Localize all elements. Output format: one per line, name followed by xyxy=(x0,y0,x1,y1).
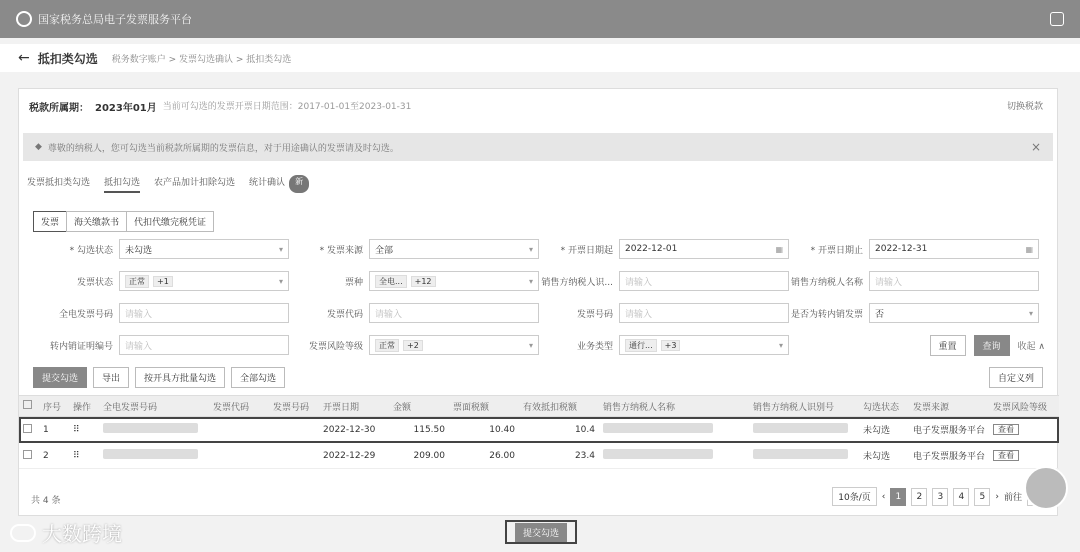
field-label: 发票代码 xyxy=(326,309,363,320)
watermark-text: 大数跨境 xyxy=(42,522,122,546)
page-title: 抵扣类勾选 xyxy=(37,51,98,66)
valid-tax: 10.4 xyxy=(574,424,595,435)
user-menu-icon[interactable] xyxy=(1050,12,1064,26)
view-button[interactable]: 查看 xyxy=(993,424,1019,435)
field-label: 转内销证明编号 xyxy=(49,341,113,352)
business-type-select[interactable] xyxy=(619,335,789,355)
period-label: 税款所属期： xyxy=(29,103,89,114)
check-status: 未勾选 xyxy=(863,426,891,436)
domestic-sale-select[interactable] xyxy=(869,303,1039,323)
select-value: 否 xyxy=(875,309,885,320)
field-label: * 发票来源 xyxy=(319,245,363,256)
new-badge: 新 xyxy=(289,175,309,193)
subtab-customs[interactable]: 海关缴款书 xyxy=(66,211,127,232)
redacted-field xyxy=(103,449,198,459)
invoice-date: 2022-12-29 xyxy=(323,450,376,461)
subtab-withholding[interactable]: 代扣代缴完税凭证 xyxy=(126,211,214,232)
breadcrumb-bar xyxy=(0,44,1080,72)
field-label: 票种 xyxy=(344,277,363,288)
redacted-field xyxy=(753,423,848,433)
tag-count: +1 xyxy=(153,276,173,287)
start-date-input[interactable] xyxy=(619,239,789,259)
col-header[interactable]: 票面税额 xyxy=(453,402,490,413)
tab-invoice-deduction[interactable]: 发票抵扣类勾选 xyxy=(27,178,91,188)
end-date-input[interactable] xyxy=(869,239,1039,259)
invoice-date: 2022-12-30 xyxy=(323,424,376,435)
row-menu-icon[interactable]: ⠿ xyxy=(73,424,80,435)
invoice-type-select[interactable] xyxy=(369,271,539,291)
redacted-field xyxy=(103,423,198,433)
tax-period xyxy=(29,99,411,114)
invoice-source: 电子发票服务平台 xyxy=(913,426,986,436)
custom-columns-button[interactable]: 自定义列 xyxy=(989,367,1043,388)
tab-statistics[interactable]: 统计确认 xyxy=(249,178,286,188)
prev-page-icon[interactable]: ‹ xyxy=(881,491,886,502)
pagination xyxy=(832,487,1043,506)
switch-period-link[interactable]: 切换税款 xyxy=(1006,102,1043,112)
redacted-field xyxy=(603,449,713,459)
col-header[interactable]: 有效抵扣税额 xyxy=(523,402,578,413)
row-menu-icon[interactable]: ⠿ xyxy=(73,450,80,461)
chevron-down-icon: ▾ xyxy=(1028,308,1033,318)
placeholder: 请输入 xyxy=(375,309,403,320)
calendar-icon: ▦ xyxy=(1025,244,1033,254)
field-label: * 开票日期起 xyxy=(560,245,613,256)
tab-deduction-select[interactable]: 抵扣勾选 xyxy=(104,175,140,193)
period-range: 当前可勾选的发票开票日期范围：2017-01-01至2023-01-31 xyxy=(162,102,412,112)
field-label: * 开票日期止 xyxy=(810,245,863,256)
col-header: 发票风险等级 xyxy=(993,402,1048,413)
table-header xyxy=(19,395,1059,417)
back-arrow-icon[interactable]: ← xyxy=(18,50,30,66)
seller-taxid-input[interactable] xyxy=(619,271,789,291)
check-status: 未勾选 xyxy=(863,452,891,462)
col-header: 操作 xyxy=(73,402,92,413)
watermark-logo-icon xyxy=(10,524,36,542)
risk-level-select[interactable] xyxy=(369,335,539,355)
total-count: 共 4 条 xyxy=(31,496,61,506)
placeholder: 请输入 xyxy=(875,277,903,288)
placeholder: 请输入 xyxy=(625,309,653,320)
tax-amount: 10.40 xyxy=(489,424,515,435)
notice-banner xyxy=(23,133,1053,161)
placeholder: 请输入 xyxy=(125,341,153,352)
redacted-field xyxy=(603,423,713,433)
query-button[interactable]: 查询 xyxy=(974,335,1010,356)
breadcrumb[interactable]: 税务数字账户 > 发票勾选确认 > 抵扣类勾选 xyxy=(111,54,292,65)
assistant-avatar[interactable] xyxy=(1024,466,1068,510)
col-header[interactable]: 全电发票号码 xyxy=(103,402,158,413)
field-label: * 勾选状态 xyxy=(69,245,113,256)
certificate-number-input[interactable] xyxy=(119,335,289,355)
reset-button[interactable]: 重置 xyxy=(930,335,966,356)
chevron-down-icon: ▾ xyxy=(528,244,533,254)
batch-check-button[interactable]: 按开具方批量勾选 xyxy=(135,367,225,388)
submit-check-button[interactable]: 提交勾选 xyxy=(33,367,87,388)
row-no: 1 xyxy=(43,424,49,435)
table-row[interactable] xyxy=(19,417,1059,443)
subtab-invoice[interactable]: 发票 xyxy=(33,211,67,232)
invoice-source: 电子发票服务平台 xyxy=(913,452,986,462)
row-no: 2 xyxy=(43,450,49,461)
col-header: 勾选状态 xyxy=(863,402,900,413)
action-bar xyxy=(33,367,285,388)
col-header[interactable]: 金额 xyxy=(393,402,412,413)
bottom-submit-button[interactable] xyxy=(505,520,577,544)
seller-name-input[interactable] xyxy=(869,271,1039,291)
field-label: 全电发票号码 xyxy=(58,309,113,320)
field-label: 业务类型 xyxy=(576,341,613,352)
field-label: 发票状态 xyxy=(76,277,113,288)
placeholder: 请输入 xyxy=(625,277,653,288)
top-bar xyxy=(0,0,1080,38)
emblem-icon xyxy=(16,11,32,27)
chevron-down-icon: ▾ xyxy=(278,276,283,286)
main-card xyxy=(18,88,1058,516)
tag-count: +12 xyxy=(411,276,436,287)
tax-amount: 26.00 xyxy=(489,450,515,461)
page-size-select[interactable]: 10条/页 xyxy=(832,487,877,506)
export-button[interactable]: 导出 xyxy=(93,367,129,388)
check-status-select[interactable] xyxy=(119,239,289,259)
redacted-field xyxy=(753,449,848,459)
chevron-down-icon: ▾ xyxy=(778,340,783,350)
source-select[interactable] xyxy=(369,239,539,259)
app-title: 国家税务总局电子发票服务平台 xyxy=(38,13,192,26)
row-checkbox[interactable] xyxy=(23,450,32,459)
tag: 正常 xyxy=(375,339,399,352)
invoice-number-input[interactable] xyxy=(619,303,789,323)
next-page-icon[interactable]: › xyxy=(995,491,999,502)
col-header: 发票号码 xyxy=(273,402,310,413)
field-label: 销售方纳税人名称 xyxy=(790,277,863,288)
field-label: 发票号码 xyxy=(576,309,613,320)
einvoice-number-input[interactable] xyxy=(119,303,289,323)
chevron-down-icon: ▾ xyxy=(528,276,533,286)
field-label: 发票风险等级 xyxy=(308,341,363,352)
field-label: 是否为转内销发票 xyxy=(790,309,863,320)
select-all-checkbox[interactable] xyxy=(23,400,32,409)
page-2[interactable]: 2 xyxy=(911,488,927,506)
invoice-code-input[interactable] xyxy=(369,303,539,323)
goto-label: 前往 xyxy=(1003,493,1022,503)
valid-tax: 23.4 xyxy=(574,450,595,461)
input-value: 2022-12-31 xyxy=(875,244,928,254)
page-1[interactable]: 1 xyxy=(890,488,906,506)
tag-count: +3 xyxy=(661,340,681,351)
chevron-down-icon: ▾ xyxy=(278,244,283,254)
watermark xyxy=(10,518,122,547)
notice-icon: ◆ xyxy=(35,142,42,152)
invoice-table xyxy=(19,395,1059,469)
placeholder: 请输入 xyxy=(125,309,153,320)
col-header: 发票代码 xyxy=(213,402,250,413)
close-icon[interactable]: × xyxy=(1030,140,1041,154)
calendar-icon: ▦ xyxy=(775,244,783,254)
view-button[interactable]: 查看 xyxy=(993,450,1019,461)
row-checkbox[interactable] xyxy=(23,424,32,433)
amount: 209.00 xyxy=(413,450,445,461)
col-header[interactable]: 开票日期 xyxy=(323,402,360,413)
col-header: 销售方纳税人识别号 xyxy=(753,402,835,413)
select-value: 未勾选 xyxy=(125,245,153,256)
invoice-status-select[interactable] xyxy=(119,271,289,291)
page-4[interactable]: 4 xyxy=(953,488,969,506)
chevron-down-icon: ▾ xyxy=(528,340,533,350)
page-5[interactable]: 5 xyxy=(974,488,990,506)
tag-count: +2 xyxy=(403,340,423,351)
amount: 115.50 xyxy=(413,424,445,435)
notice-text: 尊敬的纳税人，您可勾选当前税款所属期的发票信息，对于用途确认的发票请及时勾选。 xyxy=(47,143,399,154)
tag: 全电... xyxy=(375,275,407,288)
tab-agri-deduction[interactable]: 农产品加计扣除勾选 xyxy=(154,178,236,188)
period-value: 2023年01月 xyxy=(95,103,157,114)
col-header: 发票来源 xyxy=(913,402,950,413)
bottom-submit-label: 提交勾选 xyxy=(515,523,567,542)
select-value: 全部 xyxy=(375,245,394,256)
table-row[interactable] xyxy=(19,443,1059,469)
input-value: 2022-12-01 xyxy=(625,244,678,254)
subtab-bar xyxy=(33,211,213,232)
col-header: 销售方纳税人名称 xyxy=(603,402,676,413)
tag: 正常 xyxy=(125,275,149,288)
page-3[interactable]: 3 xyxy=(932,488,948,506)
field-label: 销售方纳税人识... xyxy=(541,277,613,288)
col-header: 序号 xyxy=(43,402,62,413)
collapse-link[interactable]: 收起 ∧ xyxy=(1017,342,1045,352)
tab-bar xyxy=(27,175,309,193)
check-all-button[interactable]: 全部勾选 xyxy=(231,367,285,388)
tag: 通行... xyxy=(625,339,657,352)
